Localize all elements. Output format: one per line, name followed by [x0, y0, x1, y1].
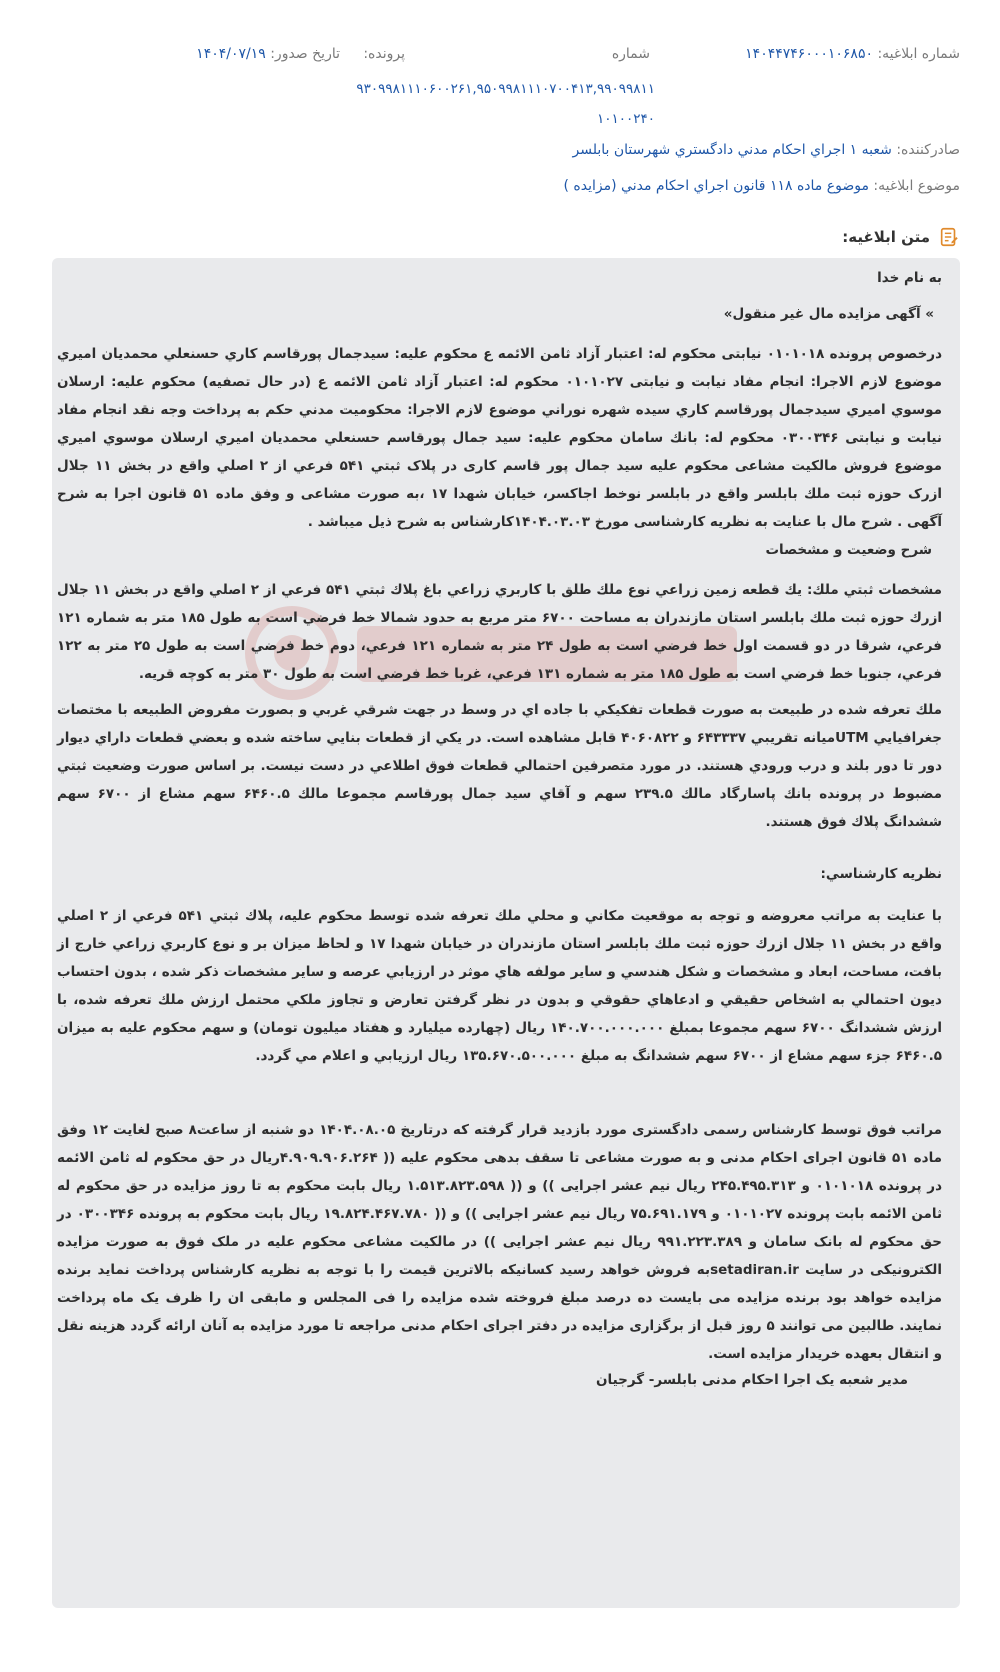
- issue-date-label: تاریخ صدور:: [270, 46, 340, 62]
- issuer: [572, 142, 960, 158]
- issuer-label: صادرکننده:: [896, 142, 960, 158]
- issue-date-value: ۱۴۰۴/۰۷/۱۹: [196, 46, 266, 62]
- expert-opinion-heading: نظريه كارشناسي:: [820, 866, 942, 882]
- document-icon: [938, 226, 960, 248]
- signature-line: مدیر شعبه یک اجرا احکام مدنی بابلسر- گرجیان: [596, 1372, 908, 1388]
- case-details-paragraph: درخصوص پرونده ۰۱۰۱۰۱۸ نيابتی محكوم له: اعتبار آزاد ثامن الائمه ع محکوم علیه: سیدجمال پورقاسم کاري حسنعلي محمديان اميري موضوع لازم الاجرا: انجام مفاد نيابت و نيابتی ۰۱۰۱۰۲۷ محکوم له: اعتبار آزاد ثامن الائمه ع (در حال تصفیه) محکوم علیه: ارسلان موسوي اميري سيدجمال پورقاسم كاري سيده شهره نوراني موضوع لازم الاجرا: محکومیت مدني حكم به پرداخت وجه نقد انجام مفاد نيابت و نيابتی ۰۳۰۰۳۴۶ محكوم له: بانك سامان محکوم علیه: سيد جمال پورقاسم حسنعلي محمديان اميري ارسلان موسوي اميري موضوع فروش مالكيت مشاعی محکوم علیه سيد جمال پور قاسم كاری در پلاک ثبتي ۵۴۱ فرعي از ۲ اصلي واقع در بخش ۱۱ جلال ازرک حوزه ثبت ملك بابلسر واقع در بابلسر نوخط اجاكسر، خيابان شهدا ۱۷ ،به صورت مشاعی و وفق ماده ۵۱ قانون اجرا به شرح آگهی . شرح مال با عنایت به نظریه کارشناسی مورخ ۱۴۰۴.۰۳.۰۳كارشناس به شرح ذيل ميباشد .: [57, 346, 942, 530]
- issuer-value: شعبه ۱ اجراي احكام مدني دادگستري شهرستان بابلسر: [572, 142, 892, 158]
- notice-subject: [564, 178, 960, 194]
- notice-body: [57, 258, 942, 1608]
- case-file-value: ۹۳۰۹۹۸۱۱۱۰۶۰۰۲۶۱,۹۵۰۹۹۸۱۱۱۰۷۰۰۴۱۳,۹۹۰۹۹۸۱۱۱۰۱۰۰۲۴۰: [356, 81, 655, 127]
- subject-label: موضوع ابلاغیه:: [873, 178, 960, 194]
- registration-specs-paragraph: مشخصات ثبتي ملك: يك قطعه زمين زراعي نوع ملك طلق با كاربري زراعي باغ پلاك ثبتي ۵۴۱ فرعي از ۲ اصلي واقع در بخش ۱۱ جلال ازرك حوزه ثبت ملك بابلسر استان مازندران به مساحت ۶۷۰۰ متر مربع به حدود شمالا خط فرضي است به طول ۱۸۵ متر به شماره ۱۲۱ فرعي، شرقا در دو قسمت اول خط فرضي است به طول ۲۴ متر به شماره ۱۲۱ فرعي، دوم خط فرضي است به طول ۲۵ متر به ۱۲۲ فرعي، جنوبا خط فرضي است به طول ۱۸۵ متر به شماره ۱۳۱ فرعي، غربا خط فرضي است به طول ۳۰ متر به كوچه قريه.: [57, 582, 942, 682]
- notice-number-value: ۱۴۰۴۴۷۴۶۰۰۰۱۰۶۸۵۰: [745, 46, 873, 62]
- case-number-label: شماره: [611, 46, 650, 62]
- auction-title: » آگهی مزایده مال غیر منقول»: [723, 306, 934, 322]
- opening-line: به نام خدا: [877, 270, 942, 286]
- notice-text-title: متن ابلاغیه:: [842, 228, 930, 246]
- property-description-paragraph: ملك تعرفه شده در طبيعت به صورت قطعات تفكيكي با جاده اي در وسط در جهت شرقي غربي و بصورت مفروض الطبيعه با مختصات جغرافيايي UTMميانه تقريبي ۶۴۳۳۳۷ و ۴۰۶۰۸۲۲ قابل مشاهده است. در يكي از قطعات بنايي ساخته شده و بعضي قطعات داراي ديوار دور تا دور بلند و درب ورودي هستند. در مورد متصرفين احتمالي قطعات فوق اطلاعي در دست نيست. بر اساس صورت وضعيت ثبتي مضبوط در پرونده بانك پاسارگاد مالك ۲۳۹.۵ سهم و آقاي سيد جمال پورقاسم مجموعا مالك ۶۴۶۰.۵ سهم مشاع از ۶۷۰۰ سهم ششدانگ پلاك فوق هستند.: [57, 702, 942, 830]
- auction-terms-paragraph: مراتب فوق توسط کارشناس رسمی دادگستری مورد بازدید قرار گرفته که درتاریخ ۱۴۰۴.۰۸.۰۵ دو شنبه از ساعت۸ صبح لغایت ۱۲ وفق ماده ۵۱ قانون اجرای احکام مدنی و به صورت مشاعی تا سقف بدهی محکوم علیه (( ۴.۹۰۹.۹۰۶.۲۶۴ریال در حق محکوم له ثامن الائمه در پرونده ۰۱۰۱۰۱۸ و ۲۴۵.۴۹۵.۳۱۳ ریال نیم عشر اجرایی )) و (( ۱.۵۱۳.۸۲۳.۵۹۸ ریال بابت محکوم به تا روز مزایده در حق محکوم له ثامن الائمه بابت پرونده ۰۱۰۱۰۲۷ و ۷۵.۶۹۱.۱۷۹ ریال نیم عشر اجرایی )) و (( ۱۹.۸۲۴.۴۶۷.۷۸۰ ریال بابت محکوم به پرونده ۰۳۰۰۳۴۶ در حق محکوم له بانک سامان و ۹۹۱.۲۲۳.۳۸۹ ریال نیم عشر اجرایی )) در مالکیت مشاعی محکوم علیه در ملک فوق به صورت مزایده الکترونیکی در سایت setadiran.irبه فروش خواهد رسید کسانیکه بالاترین قیمت را با توجه به نظریه کارشناس پرداخت نماید برنده مزایده خواهد بود برنده مزایده می بایست ده درصد مبلغ فروخته شده مزایده را فی المجلس و مابقی ان را ظرف یک ماه پرداخت نمایند. طالبین می توانند ۵ روز قبل از برگزاری مزایده در دفتر اجرای احکام مدنی مراجعه تا مورد مزایده به آنان ارائه گردد هزینه نقل و انتقال بعهده خریدار مزایده است.: [57, 1122, 943, 1362]
- expert-opinion-paragraph: با عنايت به مراتب معروضه و توجه به موقعيت مكاني و محلي ملك تعرفه شده توسط محكوم عليه، پلاك ثبتي ۵۴۱ فرعي از ۲ اصلي واقع در بخش ۱۱ جلال ازرك حوزه ثبت ملك بابلسر استان مازندران در خيابان شهدا ۱۷ و لحاظ ميزان بر و نوع كاربري زراعي خارج از بافت، مساحت، ابعاد و مشخصات و شكل هندسي و ساير مولفه هاي موثر در ارزيابي عرصه و ساير مشخصات ذكر شده ، بدون احتساب ديون احتمالي به اشخاص حقيقي و ادعاهاي حقوقي و بدون در نظر گرفتن تعارض و تجاوز ملكي محتمل ارزش ملك تعرفه شده، با ارزش ششدانگ ۶۷۰۰ سهم مجموعا بمبلغ ۱۴۰.۷۰۰.۰۰۰.۰۰۰ ريال (چهارده ميليارد و هفتاد ميليون تومان) و سهم محكوم عليه به ميزان ۶۴۶۰.۵ جزء سهم مشاع از ۶۷۰۰ سهم ششدانگ به مبلغ ۱۳۵.۶۷۰.۵۰۰.۰۰۰ ريال ارزيابي و اعلام مي گردد.: [57, 908, 943, 1064]
- notice-text-heading: [842, 226, 960, 248]
- notice-number-label: شماره ابلاغیه:: [877, 46, 960, 62]
- notice-number: [745, 46, 960, 62]
- issue-date: [196, 46, 340, 62]
- status-heading: شرح وضعيت و مشخصات: [765, 542, 932, 558]
- subject-value: موضوع ماده ۱۱۸ قانون اجراي احكام مدني (مزايده ): [563, 178, 869, 194]
- case-file-label: پرونده:: [363, 46, 405, 62]
